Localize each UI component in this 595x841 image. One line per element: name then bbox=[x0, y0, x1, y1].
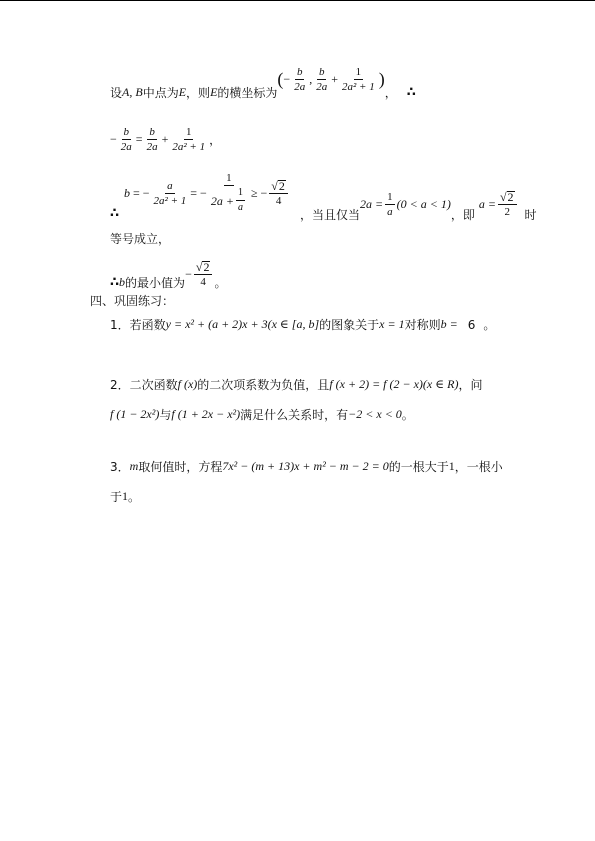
paren-open: ( bbox=[277, 69, 284, 89]
equals-minus: = − bbox=[190, 185, 207, 200]
frac-b-2a: $\frac{b}{2a}$ bbox=[316, 66, 328, 93]
math-one: 1 bbox=[448, 459, 455, 473]
text: 的二次项系数为负值，且 bbox=[197, 378, 330, 392]
comma: , bbox=[309, 72, 313, 86]
math-a-eq: a = bbox=[478, 197, 496, 211]
therefore-symbol: ∴ bbox=[110, 275, 120, 290]
text: ，一根小 bbox=[454, 460, 503, 474]
math-ab: A, B bbox=[122, 85, 143, 99]
math-f1: f (1 − 2x²) bbox=[110, 407, 160, 421]
text: 。 bbox=[128, 490, 141, 504]
minus: − bbox=[110, 132, 117, 146]
line-equality bbox=[110, 230, 170, 247]
text: 对称则 bbox=[404, 318, 441, 332]
text: 满足什么关系时，有 bbox=[240, 408, 349, 422]
text: ， bbox=[209, 133, 222, 147]
text: 。 bbox=[401, 408, 414, 422]
math-b: b bbox=[124, 185, 130, 200]
plus: + bbox=[331, 72, 338, 86]
line-inequality bbox=[124, 172, 290, 214]
line-midpoint bbox=[110, 66, 416, 101]
plus: + bbox=[161, 132, 169, 146]
math-one: 1 bbox=[122, 489, 129, 503]
math-2a: 2a = bbox=[360, 197, 384, 211]
math-b: b bbox=[119, 275, 126, 289]
text: 2．二次函数 bbox=[110, 378, 178, 392]
line-therefore-condition bbox=[110, 206, 119, 221]
math-f2: f (1 + 2x − x²) bbox=[171, 407, 241, 421]
paren-close: ) bbox=[378, 69, 385, 89]
math-eq: 7x² − (m + 13)x + m² − m − 2 = 0 bbox=[222, 459, 389, 473]
text: ，当且仅当 bbox=[300, 208, 361, 222]
text: ，即 bbox=[450, 208, 475, 222]
text: 的图象关于 bbox=[319, 318, 380, 332]
answer: 6 bbox=[467, 317, 476, 332]
frac-1-2a2p1: $\frac{1}{\text{2a² + 1}}$ bbox=[341, 66, 375, 93]
frac-b-2a: $\frac{b}{2a}$ bbox=[146, 126, 158, 153]
line-condition bbox=[300, 186, 537, 223]
therefore-symbol: ∴ bbox=[110, 206, 120, 221]
frac-b-2a: $\frac{b}{2a}$ bbox=[120, 126, 132, 153]
text: 。 bbox=[483, 318, 496, 332]
equals-minus: = − bbox=[133, 185, 150, 200]
radical-sign: √ bbox=[499, 190, 507, 204]
frac-1-2a2p1: $\frac{1}{\text{2a² + 1}}$ bbox=[172, 126, 206, 153]
frac-a-2a2p1: $\frac{a}{\text{2a² + 1}}$ bbox=[153, 179, 187, 207]
text: 时 bbox=[524, 208, 537, 222]
minus: − bbox=[283, 72, 291, 86]
math-x1: x = 1 bbox=[379, 317, 405, 331]
text: ，则 bbox=[186, 86, 211, 100]
text: 的一根大于 bbox=[388, 460, 449, 474]
math-m: m bbox=[129, 459, 139, 473]
text: 取何值时，方程 bbox=[138, 460, 223, 474]
text: 与 bbox=[159, 408, 172, 422]
question-2-line1 bbox=[110, 376, 482, 393]
frac-sqrt2-4: √ 2 4 bbox=[194, 261, 213, 288]
text: ， bbox=[384, 86, 397, 100]
math-fx: f (x) bbox=[177, 377, 198, 391]
radical-sign: √ bbox=[271, 178, 278, 193]
math-expr: y = x² + (a + 2)x + 3(x ∈ [a, b] bbox=[165, 317, 320, 331]
top-rule bbox=[0, 0, 595, 1]
text: 3． bbox=[110, 460, 130, 474]
frac-1-a: $\frac{1}{a}$ bbox=[387, 191, 393, 218]
text: ，问 bbox=[458, 378, 483, 392]
math-range: −2 < x < 0 bbox=[348, 407, 402, 421]
question-3-line2 bbox=[110, 488, 140, 505]
question-2-line2 bbox=[110, 406, 414, 423]
text: 等号成立， bbox=[110, 232, 171, 246]
ge-minus: ≥ − bbox=[250, 185, 268, 200]
frac-1-2a-plus-1-over-a: 1 2a + $\frac{1}{a}$ bbox=[210, 172, 243, 213]
text: 设 bbox=[110, 86, 123, 100]
therefore-symbol: ∴ bbox=[406, 85, 416, 100]
text: 中点为 bbox=[142, 86, 179, 100]
question-3-line1 bbox=[110, 458, 503, 475]
question-1 bbox=[110, 316, 495, 333]
math-e: E bbox=[178, 85, 187, 99]
text: 。 bbox=[214, 276, 227, 290]
frac-sqrt2-4: √ 2 4 bbox=[269, 180, 288, 207]
line-minimum bbox=[110, 258, 226, 291]
frac-1-a: $\frac{1}{a}$ bbox=[237, 187, 243, 213]
math-e: E bbox=[210, 85, 218, 99]
line-equation bbox=[110, 126, 221, 153]
frac-sqrt2-2: √ 2 2 bbox=[498, 191, 517, 218]
text: 的横坐标为 bbox=[217, 86, 278, 100]
math-range: (0 < a < 1) bbox=[396, 197, 451, 211]
radical-sign: √ bbox=[195, 260, 203, 274]
section-heading bbox=[90, 292, 174, 309]
math-b-eq: b = bbox=[440, 317, 458, 331]
text: 的最小值为 bbox=[125, 276, 186, 290]
text: 于 bbox=[110, 490, 123, 504]
equals: = bbox=[135, 132, 143, 146]
frac-b-2a: $\frac{b}{2a}$ bbox=[294, 66, 306, 93]
text: 四、巩固练习： bbox=[90, 294, 175, 308]
text: 1．若函数 bbox=[110, 318, 166, 332]
math-eq: f (x + 2) = f (2 − x)(x ∈ R) bbox=[329, 377, 459, 391]
minus: − bbox=[185, 267, 192, 281]
